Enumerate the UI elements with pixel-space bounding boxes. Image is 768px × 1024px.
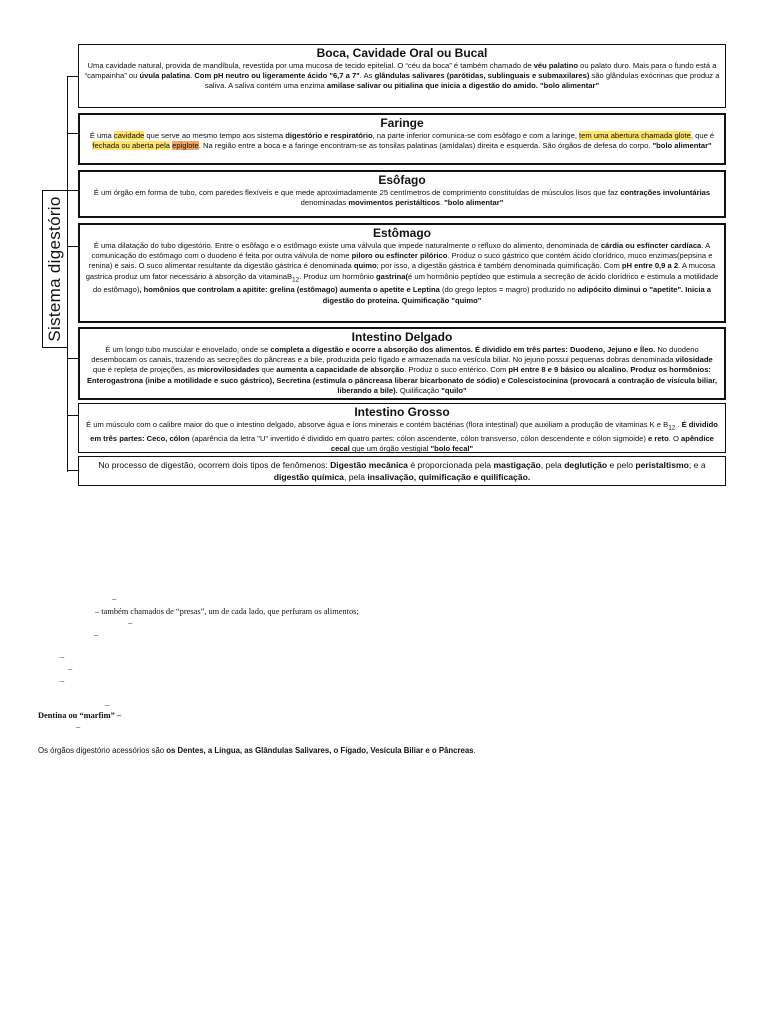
section-intestino-grosso [78,403,726,453]
bracket-line [67,76,78,472]
dash-mark: – [128,618,133,627]
section-digestion-summary [78,456,726,486]
section-title: Intestino Grosso [354,405,450,419]
side-label-box [42,190,68,348]
dash-mark: – [60,652,65,661]
section-text: É uma dilatação do tubo digestório. Entre o esôfago e o estômago existe uma válvula que impede naturalmente o refluxo do alimento, denominada de cárdia ou esfíncter cardíaca. A comunicação do estômago com o duodeno é feita por outra válvula de nome piloro ou esfíncter pilórico. Produz o suco gástrico que contém ácido clorídrico, muco enzimas(pepsina e renina) e sais. O suco alimentar resultante da digestão gástrica é denominada quimo; por isso, a digestão gástrica é também denominada quimificação. Com pH entre 0,9 a 2. A mucosa gastrica produz um fator necessário à absorção da vitaminaB$_{12}$. Produz um hormônio gastrina(é um hormônio peptídeo que estimula a secreção de ácido clorídrico e estimula a motilidade do estômago), homônios que controlam a apitite: grelina (estômago) aumenta o apetite e Leptina (do grego leptos = magro) produzido no adipócito diminui o "apetite". Inicia a digestão do proteina. Quimificação "quimo" [85,241,719,305]
section-estomago [78,223,726,323]
note-dentina: Dentina ou “marfim” – [38,711,122,720]
dash-mark: – [76,722,81,731]
section-text: É uma cavidade que serve ao mesmo tempo aos sistema digestório e respiratório, na parte inferior comunica-se com esôfago e com a laringe, tem uma abertura chamada glote, que é fechada ou aberta pela epiglote. Na região entre a boca e a faringe encontram-se as tonsilas palatinas (amídalas) direita e esquerda. São órgãos de defesa do corpo. "bolo alimentar" [89,131,715,151]
bracket-tick [67,246,78,247]
section-title: Faringe [380,116,424,130]
section-text: Uma cavidade natural, provida de mandíbula, revestida por uma mucosa de tecido epitelial. O “céu da boca” é também chamado de véu palatino ou palato duro. Mais para o fundo está a “campainha” ou úvula palatina. Com pH neutro ou ligeramente ácido "6,7 a 7". As glândulas salivares (parótidas, sublinguais e submaxilares) são glândulas exócrinas que produz a saliva. A saliva contém uma enzima amilase salivar ou pitialina que inicia a digestão do amido. "bolo alimentar" [84,61,720,91]
dash-mark: – [68,664,73,673]
section-text: É um músculo com o calibre maior do que o intestino delgado, absorve água e íons minerais e contém bactérias (flora intestinal) que auxiliam a produção de vitaminas K e $B_{12}$ . É dividido em três partes: Ceco, cólon (aparência da letra "U" invertido é dividido em quatro partes: cólon ascendente, cólon transverso, cólon descendente e cólon sigmoide) e reto. O apêndice cecal que um órgão vestigial "bolo fecal" [86,420,718,453]
section-faringe [78,113,726,165]
bracket-tick [67,190,78,191]
section-text: É um longo tubo muscular e enovelado, onde se completa a digestão e ocorre a absorção dos alimentos. É dividido em três partes: Duodeno, Jejuno e Íleo. No duodeno desembocam os canais, trazendo as secreções do pâncreas e a bile, produzida pelo fígado e armazenada na vesícula biliar. No jejuno possui pequenas dobras denominada vilosidade que é repleta de projeções, as microvilosidades que aumenta a capacidade de absorção. Produz o suco entérico. Com pH entre 8 e 9 básico ou alcalino. Produz os hormônios: Enterogastrona (inibe a motilidade e suco gástrico), Secretina (estimula o pâncreasa liberar bicarbonato de sódio) e Colescistocinina (provocará a contração de visícula biliar, liberando a bile). Quilificação "quilo" [86,345,718,395]
accessory-organs: Os órgãos digestório acessórios são os Dentes, a Língua, as Glândulas Salivares, o Fígado, Vesícula Biliar e o Pâncreas. [38,746,476,755]
section-title: Estômago [372,226,431,240]
bracket-tick [67,470,78,471]
section-text: É um órgão em forma de tubo, com paredes flexíveis e que mede aproximadamente 25 centímetros de comprimento constituídas de músculos lisos que faz contrações involuntárias denominadas movimentos peristálticos. "bolo alimentar" [93,188,711,208]
dash-mark: – [94,630,99,639]
side-label: Sistema digestório [45,196,64,342]
dash-mark: – [105,700,110,709]
bracket-tick [67,76,78,77]
bracket-tick [67,133,78,134]
section-title: Esôfago [378,173,426,187]
section-title: Boca, Cavidade Oral ou Bucal [316,46,488,60]
note-presas: – também chamados de “presas”, um de cada lado, que perfuram os alimentos; [95,607,359,616]
section-intestino-delgado [78,327,726,400]
section-esofago [78,170,726,218]
bracket-tick [67,358,78,359]
section-title: Intestino Delgado [351,330,453,344]
dash-mark: – [112,594,117,603]
bracket-tick [67,415,78,416]
section-text: No processo de digestão, ocorrem dois tipos de fenômenos: Digestão mecânica é proporcionada pela mastigação, pela deglutição e pelo peristaltismo; e a digestão química, pela insalivação, quimificação e quilificação. [98,460,706,482]
section-boca [78,44,726,108]
dash-mark: – [60,676,65,685]
